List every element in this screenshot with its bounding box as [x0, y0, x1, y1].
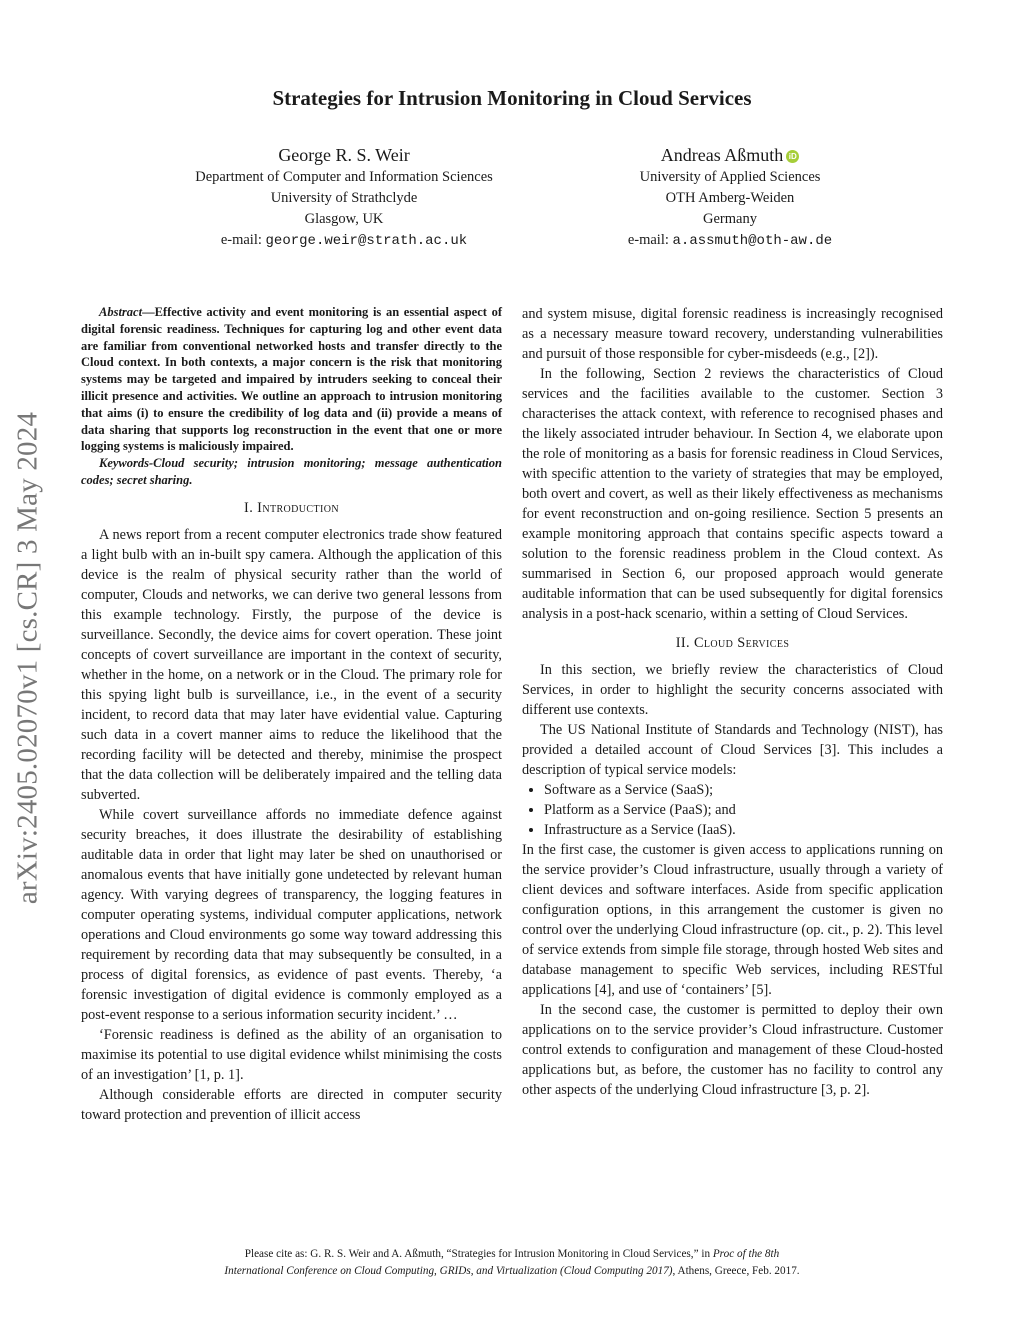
- author-name: Andreas Aßmuth: [660, 145, 784, 165]
- citation-line-1: [0, 1246, 1024, 1263]
- citation-footer: [0, 1246, 1024, 1280]
- author-block-1: [160, 143, 528, 252]
- paragraph: While covert surveillance affords no immediate defence against security breaches, it does illustrate the desirability of establishing auditable data in order that light may later be shed on unauthorised or anomalous events that have initially gone undetected by relevant human agency. With varying degrees of transparency, the logging features in computer operating systems, individual computer applications, network operations and Cloud environments go some way toward addressing this requirement by recording data that may subsequently be consulted, in a process of digital forensics, as evidence of past events. Thereby, ‘a forensic investigation of digital evidence is commonly employed as a post-event response to a serious information security incident.’ …: [81, 806, 502, 1023]
- citation-text: , Athens, Greece, Feb. 2017.: [672, 1265, 800, 1277]
- author-block-2: [580, 143, 880, 252]
- author-affiliation: University of Strathclyde: [270, 190, 418, 206]
- author-affiliation: Glasgow, UK: [304, 211, 384, 227]
- paragraph: The US National Institute of Standards and Technology (NIST), has provided a detailed account of Cloud Services [3]. This includes a description of typical service models:: [522, 722, 943, 778]
- author-affiliation: OTH Amberg-Weiden: [665, 190, 795, 206]
- list-item: • Software as a Service (SaaS);: [544, 780, 943, 800]
- author-affiliation: Germany: [703, 211, 757, 227]
- author-email-line: [160, 230, 528, 252]
- paragraph: In the first case, the customer is given access to applications running on the service provider’s Cloud infrastructure, usually through a variety of client devices and software interfaces. Aside from specific application configuration options, in this arrangement the customer is given no control over the underlying Cloud infrastructure (op. cit., p. 2). This level of service extends from simple file storage, through hosted Web sites and database management to specific Web services, including RESTful applications [4], and use of ‘containers’ [5].: [522, 842, 943, 998]
- citation-line-2: [0, 1263, 1024, 1280]
- author-name: George R. S. Weir: [278, 145, 410, 165]
- email-label: e-mail:: [627, 232, 673, 248]
- section-title: Cloud Services: [693, 635, 790, 651]
- keywords: Keywords-Cloud security; intrusion monitoring; message authentication codes; secret sharing.: [81, 456, 502, 487]
- abstract-text: —Effective activity and event monitoring is an essential aspect of digital forensic readiness. Techniques for capturing log and other event data are familiar from conventional networked hosts and transfer directly to the Cloud context. In both contexts, a major concern is the risk that monitoring systems may be targeted and impaired by intruders seeking to conceal their illicit presence and activities. We outline an approach to intrusion monitoring that aims (i) to ensure the credibility of log data and (ii) provide a means of data sharing that supports log reconstruction in the event that one or more logging systems is maliciously impaired.: [81, 305, 502, 454]
- arxiv-sidebar: [8, 343, 48, 973]
- abstract: [81, 304, 502, 455]
- paragraph: and system misuse, digital forensic readiness is increasingly recognised as a necessary measure toward recovery, understanding vulnerabilities and pursuit of those responsible for cyber-misdeeds (e.g., [2]).: [522, 306, 943, 362]
- paragraph: A news report from a recent computer electronics trade show featured a light bulb with an in-built spy camera. Although the application of this device is the realm of physical security rather than the world of computer, Clouds and networks, we can derive two general lessons from this example technology. Firstly, the purpose of the device is surveillance. Secondly, the device aims for covert operation. These joint concepts of covert surveillance are important in the context of security, whether in the home, on a network or in the Cloud. The primary role for this spying light bulb is surveillance, i.e., in the event of a security incident, to record data that may later have evidential value. Capturing such data in a covert manner aims to reduce the likelihood that the recording facility will be detected and thereby, minimise the prospect that the data collection will be deliberately impaired and the telling data subverted.: [81, 526, 502, 803]
- list-item: • Infrastructure as a Service (IaaS).: [544, 820, 943, 840]
- citation-text: Please cite as: G. R. S. Weir and A. Aßmuth, “Strategies for Intrusion Monitoring in Cloud Services,” in: [244, 1248, 713, 1260]
- abstract-label: Abstract: [99, 305, 143, 319]
- author-email[interactable]: a.assmuth@oth-aw.de: [672, 233, 833, 249]
- arxiv-identifier: arXiv:2405.02070v1 [cs.CR] 3 May 2024: [11, 411, 44, 905]
- orcid-icon[interactable]: iD: [786, 150, 799, 163]
- section-heading-introduction: [81, 498, 502, 518]
- paragraph: In the second case, the customer is permitted to deploy their own applications on to the service provider’s Cloud infrastructure. Customer control extends to configuration and management of these Cloud-hosted applications but, as before, the customer has no facility to control any other aspects of the underlying Cloud infrastructure [3, p. 2].: [522, 1002, 943, 1098]
- author-affiliation: University of Applied Sciences: [639, 169, 821, 185]
- paper-title: Strategies for Intrusion Monitoring in Cloud Services: [272, 86, 752, 110]
- author-email[interactable]: george.weir@strath.ac.uk: [265, 233, 468, 249]
- right-column: [522, 304, 943, 1100]
- section-number: I.: [244, 499, 258, 516]
- email-label: e-mail:: [220, 232, 266, 248]
- paragraph: In the following, Section 2 reviews the characteristics of Cloud services and the facilities available to the customer. Section 3 characterises the attack context, with reference to recognised phases and the likely associated intruder behaviour. In Section 4, we elaborate upon the role of monitoring as a basis for forensic readiness in Cloud Services, with specific attention to the variety of strategies that may be employed, both overt and covert, as well as their likely effectiveness as mechanisms for event reconstruction and on-going resilience. Section 5 presents an example monitoring approach that contains specific aspects toward a solution to the forensic readiness problem in the Cloud context. As summarised in Section 6, our proposed approach would generate auditable information that can be used subsequently for digital forensics analysis in a post-hack scenario, within a setting of Cloud Services.: [522, 366, 943, 622]
- author-email-line: [580, 230, 880, 252]
- section-title: Introduction: [257, 499, 339, 516]
- section-heading-cloud-services: [522, 633, 943, 653]
- author-affiliation: Department of Computer and Information Sciences: [195, 169, 493, 185]
- citation-venue: International Conference on Cloud Computing, GRIDs, and Virtualization (Cloud Computing 2017): [224, 1265, 673, 1277]
- list-item: • Platform as a Service (PaaS); and: [544, 800, 943, 820]
- author-name-line: [580, 143, 880, 167]
- paragraph: Although considerable efforts are directed in computer security toward protection and prevention of illicit access: [81, 1086, 502, 1123]
- service-model-list: [522, 780, 943, 840]
- paragraph: ‘Forensic readiness is defined as the ability of an organisation to maximise its potential to use digital evidence whilst minimising the costs of an investigation’ [1, p. 1].: [81, 1026, 502, 1083]
- citation-venue: Proc of the 8th: [712, 1248, 780, 1260]
- section-number: II.: [675, 635, 694, 651]
- paragraph: In this section, we briefly review the characteristics of Cloud Services, in order to highlight the security concerns associated with different use contexts.: [522, 662, 943, 718]
- left-column: [81, 304, 502, 1125]
